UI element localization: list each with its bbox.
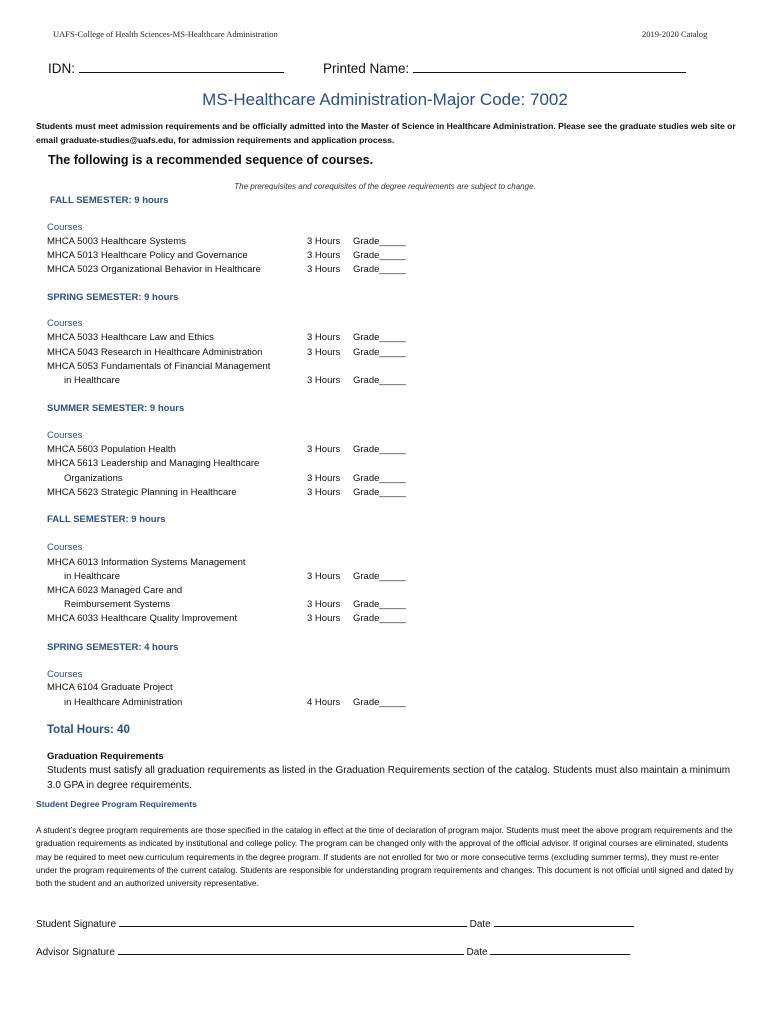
course-name: MHCA 6033 Healthcare Quality Improvement xyxy=(47,613,238,624)
course-name: MHCA 5043 Research in Healthcare Administration xyxy=(47,347,263,358)
document-header-left: UAFS-College of Health Sciences-MS-Healthcare Administration xyxy=(53,29,278,39)
course-hours: 3 Hours xyxy=(307,250,341,261)
grade-field[interactable]: Grade_____ xyxy=(353,332,406,343)
student-date-label: Date xyxy=(469,919,491,930)
prerequisite-note: The prerequisites and corequisites of the degree requirements are subject to change. xyxy=(234,182,536,191)
idn-field[interactable] xyxy=(48,61,284,76)
grade-field[interactable]: Grade_____ xyxy=(353,599,406,610)
semester-heading: FALL SEMESTER: 9 hours xyxy=(50,195,169,206)
student-signature-row xyxy=(36,916,634,930)
printed-name-field[interactable] xyxy=(323,61,686,76)
advisor-date-label: Date xyxy=(466,947,488,958)
sequence-heading: The following is a recommended sequence of courses. xyxy=(48,153,374,167)
course-hours: 3 Hours xyxy=(307,347,341,358)
graduation-text: Students must satisfy all graduation requirements as listed in the Graduation Requirements section of the catalog. Students must also maintain a minimum 3.0 GPA in degree requirements. xyxy=(47,765,731,791)
course-name: MHCA 6023 Managed Care and xyxy=(47,585,183,596)
student-signature-label: Student Signature xyxy=(36,919,117,930)
course-name: MHCA 6104 Graduate Project xyxy=(47,682,173,693)
course-name-continued: Reimbursement Systems xyxy=(64,599,171,610)
course-hours: 3 Hours xyxy=(307,332,341,343)
courses-label: Courses xyxy=(47,669,83,680)
advisor-signature-label: Advisor Signature xyxy=(36,947,115,958)
grade-field[interactable]: Grade_____ xyxy=(353,264,406,275)
graduation-heading: Graduation Requirements xyxy=(47,751,164,762)
course-name: MHCA 5053 Fundamentals of Financial Management xyxy=(47,361,271,372)
semester-heading: SPRING SEMESTER: 4 hours xyxy=(47,642,179,653)
grade-field[interactable]: Grade_____ xyxy=(353,236,406,247)
grade-field[interactable]: Grade_____ xyxy=(353,473,406,484)
admission-intro: Students must meet admission requirements and be officially admitted into the Master of Science in Healthcare Administration. Please see the graduate studies web site or email graduate-studies@uafs.edu, for admission requirements and application process. xyxy=(36,121,736,145)
grade-field[interactable]: Grade_____ xyxy=(353,347,406,358)
course-hours: 3 Hours xyxy=(307,473,341,484)
course-name-continued: in Healthcare xyxy=(64,375,120,386)
grade-field[interactable]: Grade_____ xyxy=(353,697,406,708)
advisor-signature-line[interactable] xyxy=(118,944,464,955)
courses-label: Courses xyxy=(47,542,83,553)
student-signature-line[interactable] xyxy=(119,916,467,927)
printed-name-label: Printed Name: xyxy=(323,61,410,76)
degree-requirements-text: A student’s degree program requirements are those specified in the catalog in effect at the time of declaration of program major. Students must meet the above program requirements and the graduation requirements as indicated by institutional and college policy. The program can be changed only with the approval of the official advisor. If original courses are eliminated, students may be required to meet new curriculum requirements in the degree program. If students are not enrolled for two or more consecutive terms (excluding summer terms), they must re-enter under the program requirements of the current catalog. Students are responsible for understanding program requirements and changes. This document is not official until signed and dated by both the student and an authorized university representative. xyxy=(36,825,734,889)
grade-field[interactable]: Grade_____ xyxy=(353,375,406,386)
course-hours: 3 Hours xyxy=(307,613,341,624)
course-hours: 3 Hours xyxy=(307,599,341,610)
degree-requirements-heading: Student Degree Program Requirements xyxy=(36,799,197,809)
course-name: MHCA 5033 Healthcare Law and Ethics xyxy=(47,332,214,343)
course-name: MHCA 5623 Strategic Planning in Healthcare xyxy=(47,487,237,498)
grade-field[interactable]: Grade_____ xyxy=(353,613,406,624)
grade-field[interactable]: Grade_____ xyxy=(353,571,406,582)
course-hours: 4 Hours xyxy=(307,697,341,708)
semester-heading: SUMMER SEMESTER: 9 hours xyxy=(47,403,185,414)
semester-heading: FALL SEMESTER: 9 hours xyxy=(47,514,166,525)
document-header-right: 2019-2020 Catalog xyxy=(642,29,708,39)
student-date-line[interactable] xyxy=(494,916,634,927)
printed-name-blank-line[interactable] xyxy=(413,62,686,73)
courses-label: Courses xyxy=(47,318,83,329)
course-name: MHCA 5613 Leadership and Managing Healthcare xyxy=(47,458,260,469)
course-name: MHCA 5023 Organizational Behavior in Healthcare xyxy=(47,264,261,275)
idn-blank-line[interactable] xyxy=(79,62,284,73)
course-name: MHCA 5013 Healthcare Policy and Governance xyxy=(47,250,248,261)
courses-label: Courses xyxy=(47,430,83,441)
advisor-date-line[interactable] xyxy=(490,944,630,955)
course-name: MHCA 5003 Healthcare Systems xyxy=(47,236,186,247)
course-hours: 3 Hours xyxy=(307,264,341,275)
page-title: MS-Healthcare Administration-Major Code: 7002 xyxy=(202,90,568,109)
grade-field[interactable]: Grade_____ xyxy=(353,487,406,498)
idn-label: IDN: xyxy=(48,61,75,76)
course-hours: 3 Hours xyxy=(307,444,341,455)
course-name: MHCA 5603 Population Health xyxy=(47,444,176,455)
course-name-continued: Organizations xyxy=(64,473,123,484)
total-hours: Total Hours: 40 xyxy=(47,724,130,736)
course-hours: 3 Hours xyxy=(307,375,341,386)
course-name: MHCA 6013 Information Systems Management xyxy=(47,557,246,568)
course-hours: 3 Hours xyxy=(307,571,341,582)
courses-label: Courses xyxy=(47,222,83,233)
course-hours: 3 Hours xyxy=(307,487,341,498)
advisor-signature-row xyxy=(36,944,630,958)
grade-field[interactable]: Grade_____ xyxy=(353,444,406,455)
semester-heading: SPRING SEMESTER: 9 hours xyxy=(47,292,179,303)
course-hours: 3 Hours xyxy=(307,236,341,247)
course-name-continued: in Healthcare xyxy=(64,571,120,582)
course-name-continued: in Healthcare Administration xyxy=(64,697,183,708)
grade-field[interactable]: Grade_____ xyxy=(353,250,406,261)
